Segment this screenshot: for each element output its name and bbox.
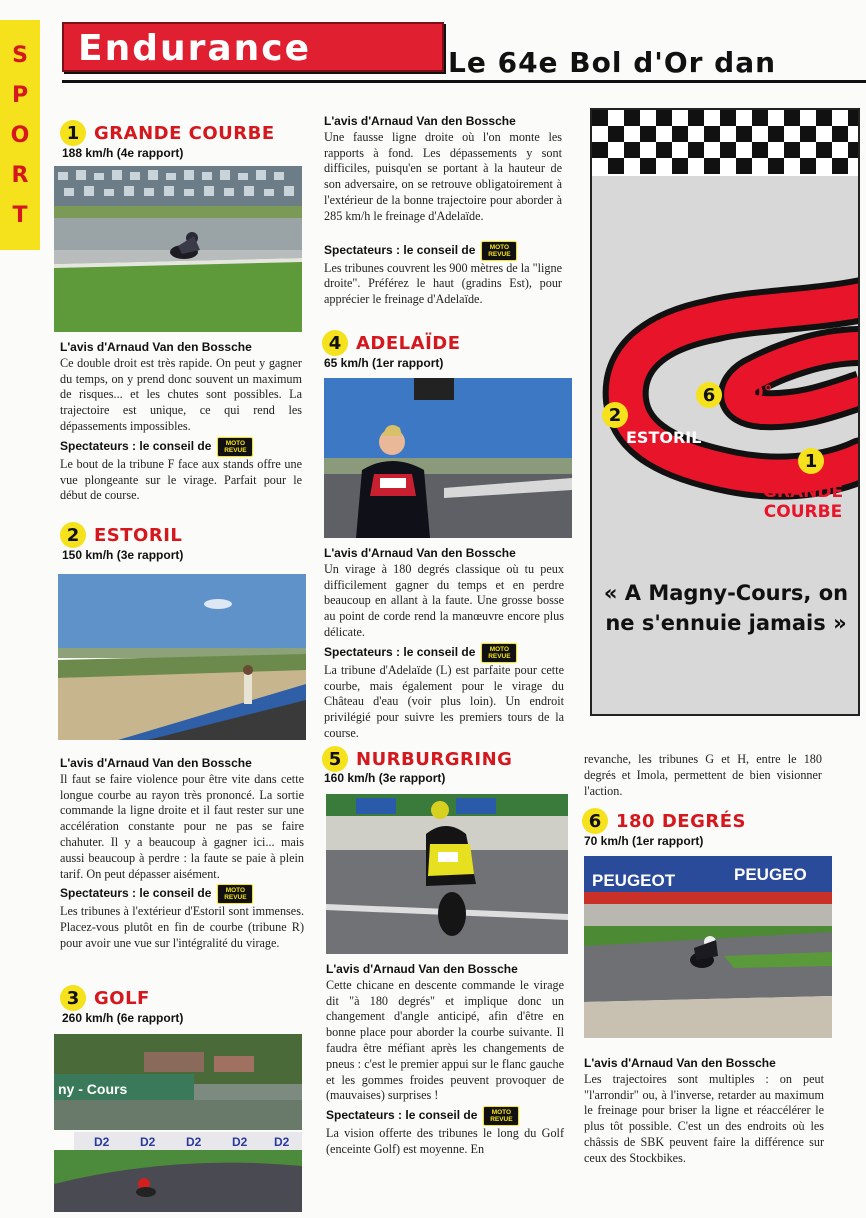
golf-board-text: D2 [94,1135,110,1149]
section-speed: 260 km/h (6e rapport) [62,1011,184,1025]
section-2-heading [60,522,182,548]
section-5-text-continued [584,752,822,799]
section-5-heading [322,746,512,772]
section-speed: 150 km/h (3e rapport) [62,548,184,562]
spectateurs-text-continued: revanche, les tribunes G et H, entre le 180 degrés et Imola, permettent de bien visionner l'action. [584,752,822,798]
map-marker-1: 1 [798,448,824,474]
section-6-text [584,1056,824,1167]
section-4-text [324,546,564,742]
spectateurs-text: Les tribunes couvrent les 900 mètres de la "ligne droite". Préférez le haut (gradins Est), pour apprécier le freinage d'Adelaïde. [324,260,562,307]
avis-heading: L'avis d'Arnaud Van den Bossche [60,756,252,770]
spectateurs-heading-row [60,437,253,457]
spectateurs-heading: Spectateurs : le conseil de [324,242,476,257]
section-number-badge: 2 [60,522,86,548]
avis-text: Les trajectoires sont multiples : on peut "l'arrondir" ou, à l'inverse, retarder au maximum le freinage pour briser la ligne et réaccélérer le plus tôt possible. C'est un des endroits où les châssis de SBK peuvent faire la différence sur ceux des Stockbikes. [584,1071,824,1165]
golf-banner-text: ny - Cours [58,1081,128,1097]
spectateurs-text: La vision offerte des tribunes le long du Golf (enceinte Golf) est moyenne. En [326,1126,564,1156]
spectateurs-heading-row [60,884,253,904]
spectateurs-text: Le bout de la tribune F face aux stands offre une vue plongeante sur le virage. Parfait pour le début de course. [60,456,302,503]
spectateurs-heading-row [324,241,517,261]
moto-revue-logo: MOTO REVUE [217,884,253,904]
photo-golf [54,1034,302,1212]
side-tab-letter: R [11,163,29,188]
photo-adelaide [324,378,572,538]
spectateurs-heading: Spectateurs : le conseil de [326,1108,478,1123]
photo-180-degres [584,856,832,1038]
section-3-text [324,114,562,308]
map-label-180: 180° [726,382,773,403]
section-number-badge: 5 [322,746,348,772]
section-title: ESTORIL [94,524,183,546]
header-title: Endurance [78,28,312,69]
side-tab-letter: O [10,123,30,148]
section-1-text [60,340,302,504]
section-title: 180 DEGRÉS [616,810,746,832]
avis-text: Ce double droit est très rapide. On peut y gagner du temps, on y prend donc souvent un maximum de risques... et les chutes sont possibles. La trajectoire est unique, ce qui rend les dépassements impossibles. [60,355,302,433]
golf-board-text: D2 [140,1135,156,1149]
golf-board-text: D2 [274,1135,290,1149]
side-tab-letter: T [12,203,28,228]
avis-text: Un virage à 180 degrés classique où tu peux difficilement gagner du temps et en perdre beaucoup en allant à la faute. Une grosse bosse au point de corde rend la manœuvre encore plus délicate. [324,561,564,639]
golf-board-text: D2 [232,1135,248,1149]
section-title: NURBURGRING [356,748,513,770]
avis-heading: L'avis d'Arnaud Van den Bossche [60,340,252,354]
photo-grande-courbe [54,166,302,332]
section-speed: 160 km/h (3e rapport) [324,771,446,785]
section-speed: 70 km/h (1er rapport) [584,834,704,848]
section-3-heading [60,985,150,1011]
map-label-estoril: ESTORIL [626,428,702,447]
section-4-heading [322,330,461,356]
side-tab-letter: P [11,83,29,108]
section-title: GRANDE COURBE [94,122,275,144]
avis-heading: L'avis d'Arnaud Van den Bossche [584,1056,776,1070]
spectateurs-heading: Spectateurs : le conseil de [60,438,212,453]
photo-nurburgring [326,794,568,954]
avis-text: Il faut se faire violence pour être vite dans cette longue courbe au rayon très prononcé. La sortie commande la ligne droite et il faut rester sur une accélération constante pour ne pas se faire chahuter. Il y a beaucoup à gagner ici... mais aussi beaucoup à perdre : la faute se paie à plein tarif. On peut dépasser aisément. [60,771,304,881]
avis-heading: L'avis d'Arnaud Van den Bossche [324,546,516,560]
section-number-badge: 1 [60,120,86,146]
golf-board-text: D2 [186,1135,202,1149]
section-6-heading [582,808,746,834]
spectateurs-heading: Spectateurs : le conseil de [60,886,212,901]
avis-heading: L'avis d'Arnaud Van den Bossche [324,114,516,128]
section-title: GOLF [94,987,150,1009]
map-label-grande-courbe: GRANDE COURBE [762,482,844,522]
section-speed: 65 km/h (1er rapport) [324,356,444,370]
section-1-heading [60,120,275,146]
sport-side-tab [0,20,40,250]
section-number-badge: 6 [582,808,608,834]
moto-revue-logo: MOTO REVUE [483,1106,519,1126]
spectateurs-text: La tribune d'Adelaïde (L) est parfaite pour cette courbe, mais également pour le virage du Château d'eau (voir plus loin). Un endroit privilégié pour suivre les premiers tours de la course. [324,662,564,740]
map-marker-2: 2 [602,402,628,428]
section-speed: 188 km/h (4e rapport) [62,146,184,160]
peugeot-banner-text: PEUGEOT [592,871,676,890]
spectateurs-heading-row [324,643,517,663]
avis-heading: L'avis d'Arnaud Van den Bossche [326,962,518,976]
peugeot-banner-text: PEUGEO [734,865,807,884]
section-number-badge: 3 [60,985,86,1011]
section-number-badge: 4 [322,330,348,356]
section-title: ADELAÏDE [356,332,461,354]
spectateurs-heading-row [326,1106,519,1126]
section-5-text [326,962,564,1158]
avis-text: Une fausse ligne droite où l'on monte les rapports à fond. Les dépassements y sont difficiles, puisqu'en se portant à la hauteur de son adversaire, on se retrouve obligatoirement à l'extérieur de la bonne trajectoire pour aborder à 285 km/h le freinage d'Adelaïde. [324,129,562,223]
section-2-text [60,756,304,952]
spectateurs-text: Les tribunes à l'extérieur d'Estoril sont immenses. Placez-vous plutôt en fin de courbe (tribune R) pour avoir une vue sur l'intégralité du virage. [60,904,304,950]
moto-revue-logo: MOTO REVUE [481,643,517,663]
avis-text: Cette chicane en descente commande le virage dit "à 180 degrés" et implique donc un changement d'angle anticipé, afin d'être en bonne place pour aborder la courbe suivante. Il faudra être méfiant après les changements de pneus : c'est le premier appui sur le flanc gauche et les gommes froides peuvent provoquer de (mauvaises) surprises ! [326,977,564,1103]
side-tab-letter: S [12,43,28,68]
spectateurs-heading: Spectateurs : le conseil de [324,644,476,659]
header-subtitle: Le 64e Bol d'Or dan [448,46,777,79]
header-rule [62,80,866,83]
photo-estoril [58,574,306,740]
pull-quote: « A Magny-Cours, on ne s'ennuie jamais » [603,581,849,635]
moto-revue-logo: MOTO REVUE [481,241,517,261]
moto-revue-logo: MOTO REVUE [217,437,253,457]
header-title-box [62,22,444,72]
map-marker-6: 6 [696,382,722,408]
